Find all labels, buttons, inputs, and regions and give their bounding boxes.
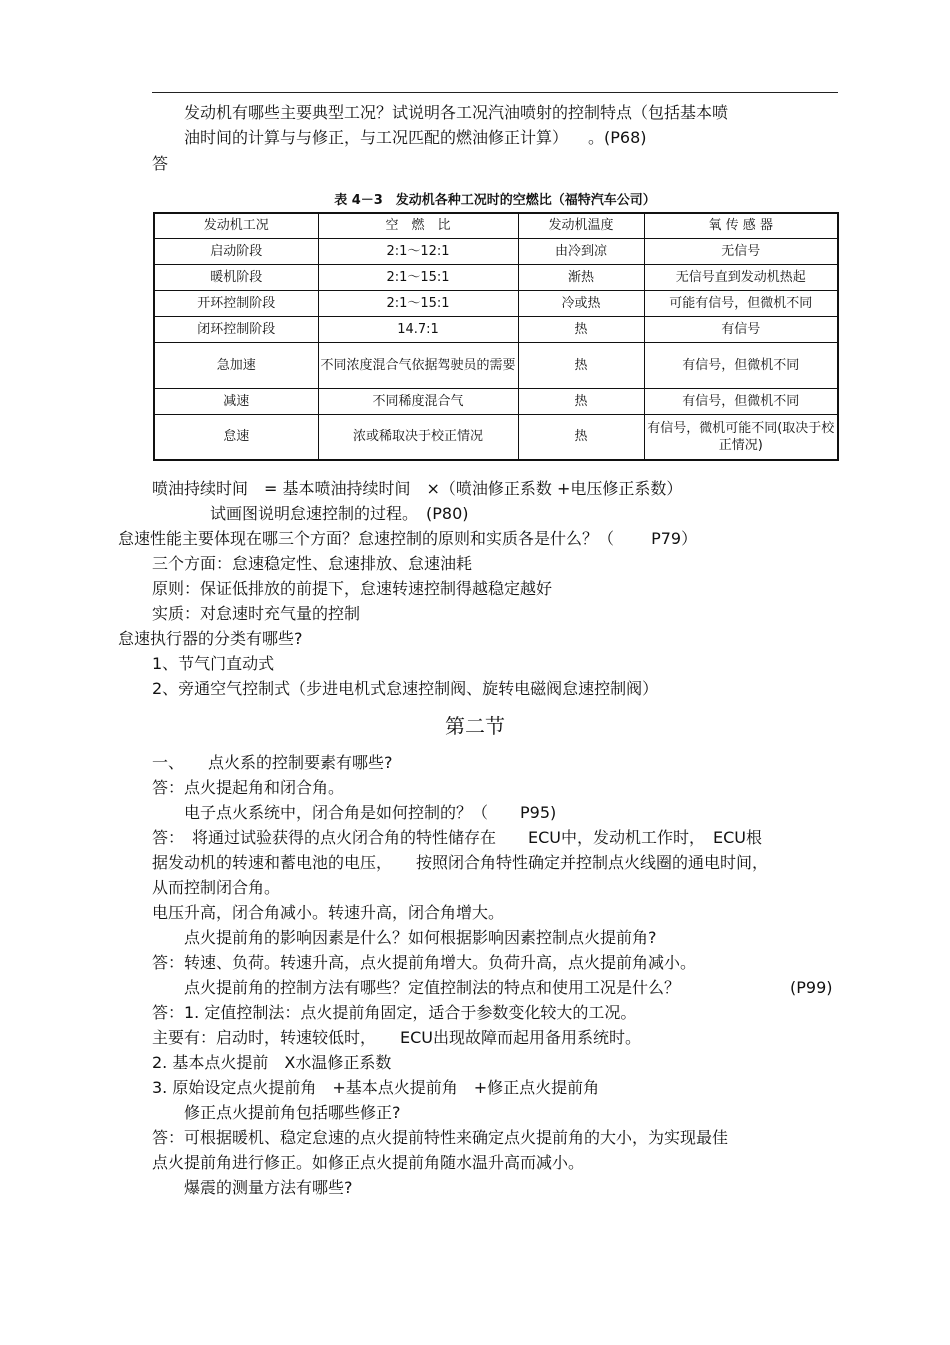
table-cell: 14.7:1	[318, 316, 518, 342]
table-cell: 闭环控制阶段	[154, 316, 318, 342]
question-idle-performance: 怠速性能主要体现在哪三个方面？怠速控制的原则和实质各是什么？（ P79）	[118, 529, 698, 548]
table-cell: 怠速	[154, 414, 318, 460]
answer-dwell-line-4: 电压升高，闭合角减小。转速升高，闭合角增大。	[152, 903, 505, 922]
section-title: 第二节	[445, 714, 505, 738]
table-cell: 热	[518, 414, 644, 460]
table-cell: 热	[518, 388, 644, 414]
question-advance-factors: 点火提前角的影响因素是什么？如何根据影响因素控制点火提前角?	[184, 928, 657, 947]
table-cell: 有信号	[644, 316, 838, 342]
table-cell: 急加速	[154, 342, 318, 388]
table-header-cell: 发动机温度	[518, 213, 644, 238]
table-cell: 不同稀度混合气	[318, 388, 518, 414]
table-caption: 表 4－3 发动机各种工况时的空燃比（福特汽车公司）	[334, 193, 656, 208]
answer-advance-control-4: 3. 原始设定点火提前角 +基本点火提前角 +修正点火提前角	[152, 1078, 600, 1097]
question-1-line-1: 发动机有哪些主要典型工况？试说明各工况汽油喷射的控制特点（包括基本喷	[184, 103, 729, 122]
table-row	[154, 290, 838, 316]
table-cell: 2:1～12:1	[318, 238, 518, 264]
question-advance-control: 点火提前角的控制方法有哪些？定值控制法的特点和使用工况是什么？	[184, 978, 681, 997]
table-row	[154, 316, 838, 342]
answer-advance-control-2: 主要有：启动时，转速较低时， ECU出现故障而起用备用系统时。	[152, 1028, 641, 1047]
answer-advance-correction-1: 答：可根据暖机、稳定怠速的点火提前特性来确定点火提前角的大小，为实现最佳	[152, 1128, 729, 1147]
question-advance-control-page-ref: (P99)	[790, 978, 833, 997]
injection-formula: 喷油持续时间 = 基本喷油持续时间 ×（喷油修正系数 +电压修正系数）	[152, 479, 683, 498]
question-1-line-2	[184, 128, 647, 148]
question-idle-actuator: 怠速执行器的分类有哪些?	[118, 629, 303, 648]
table-cell: 开环控制阶段	[154, 290, 318, 316]
table-cell: 可能有信号，但微机不同	[644, 290, 838, 316]
table-row	[154, 414, 838, 460]
question-1-page-ref: 。(P68)	[588, 128, 647, 147]
table-header-row	[154, 213, 838, 238]
answer-advance-control-1: 答：1. 定值控制法：点火提前角固定，适合于参数变化较大的工况。	[152, 1003, 637, 1022]
question-dwell-angle: 电子点火系统中，闭合角是如何控制的？（ P95)	[184, 803, 557, 822]
table-row	[154, 264, 838, 290]
table-row	[154, 238, 838, 264]
table-row	[154, 342, 838, 388]
table-cell: 有信号，但微机不同	[644, 388, 838, 414]
answer-three-aspects: 三个方面：怠速稳定性、怠速排放、怠速油耗	[152, 554, 473, 573]
air-fuel-ratio-table	[153, 212, 839, 461]
answer-actuator-2: 2、旁通空气控制式（步进电机式怠速控制阀、旋转电磁阀怠速控制阀）	[152, 679, 659, 698]
table-cell: 有信号，微机可能不同(取决于校正情况)	[644, 414, 838, 460]
answer-principle: 原则：保证低排放的前提下，怠速转速控制得越稳定越好	[152, 579, 553, 598]
table-cell: 由冷到凉	[518, 238, 644, 264]
answer-essence: 实质：对怠速时充气量的控制	[152, 604, 361, 623]
table-cell: 不同浓度混合气依据驾驶员的需要	[318, 342, 518, 388]
question-ignition-elements: 一、 点火系的控制要素有哪些?	[152, 753, 393, 772]
table-cell: 无信号直到发动机热起	[644, 264, 838, 290]
table-cell: 渐热	[518, 264, 644, 290]
table-header-cell: 氧 传 感 器	[644, 213, 838, 238]
answer-label: 答	[152, 154, 169, 173]
question-idle-diagram: 试画图说明怠速控制的过程。 (P80)	[210, 504, 469, 523]
answer-advance-control-3: 2. 基本点火提前 X水温修正系数	[152, 1053, 392, 1072]
answer-advance-factors: 答：转速、负荷。转速升高，点火提前角增大。负荷升高，点火提前角减小。	[152, 953, 697, 972]
answer-dwell-line-1: 答： 将通过试验获得的点火闭合角的特性储存在 ECU中，发动机工作时， ECU根	[152, 828, 762, 847]
answer-dwell-line-3: 从而控制闭合角。	[152, 878, 281, 897]
table-header-cell: 发动机工况	[154, 213, 318, 238]
table-cell: 无信号	[644, 238, 838, 264]
answer-advance-correction-2: 点火提前角进行修正。如修正点火提前角随水温升高而减小。	[152, 1153, 585, 1172]
table-cell: 暖机阶段	[154, 264, 318, 290]
answer-actuator-1: 1、节气门直动式	[152, 654, 275, 673]
table-cell: 减速	[154, 388, 318, 414]
question-advance-correction: 修正点火提前角包括哪些修正?	[184, 1103, 401, 1122]
table-cell: 有信号，但微机不同	[644, 342, 838, 388]
table-cell: 2:1～15:1	[318, 264, 518, 290]
table-cell: 热	[518, 342, 644, 388]
table-cell: 2:1～15:1	[318, 290, 518, 316]
table-header-cell: 空 燃 比	[318, 213, 518, 238]
table-cell: 冷或热	[518, 290, 644, 316]
table-cell: 热	[518, 316, 644, 342]
table-cell: 启动阶段	[154, 238, 318, 264]
top-rule	[152, 92, 838, 93]
question-knock-measurement: 爆震的测量方法有哪些?	[184, 1178, 353, 1197]
answer-dwell-line-2: 据发动机的转速和蓄电池的电压， 按照闭合角特性确定并控制点火线圈的通电时间，	[152, 853, 769, 872]
table-cell: 浓或稀取决于校正情况	[318, 414, 518, 460]
question-1-line-2-text: 油时间的计算与与修正，与工况匹配的燃油修正计算）	[184, 128, 561, 147]
answer-ignition-elements: 答：点火提起角和闭合角。	[152, 778, 345, 797]
table-row	[154, 388, 838, 414]
